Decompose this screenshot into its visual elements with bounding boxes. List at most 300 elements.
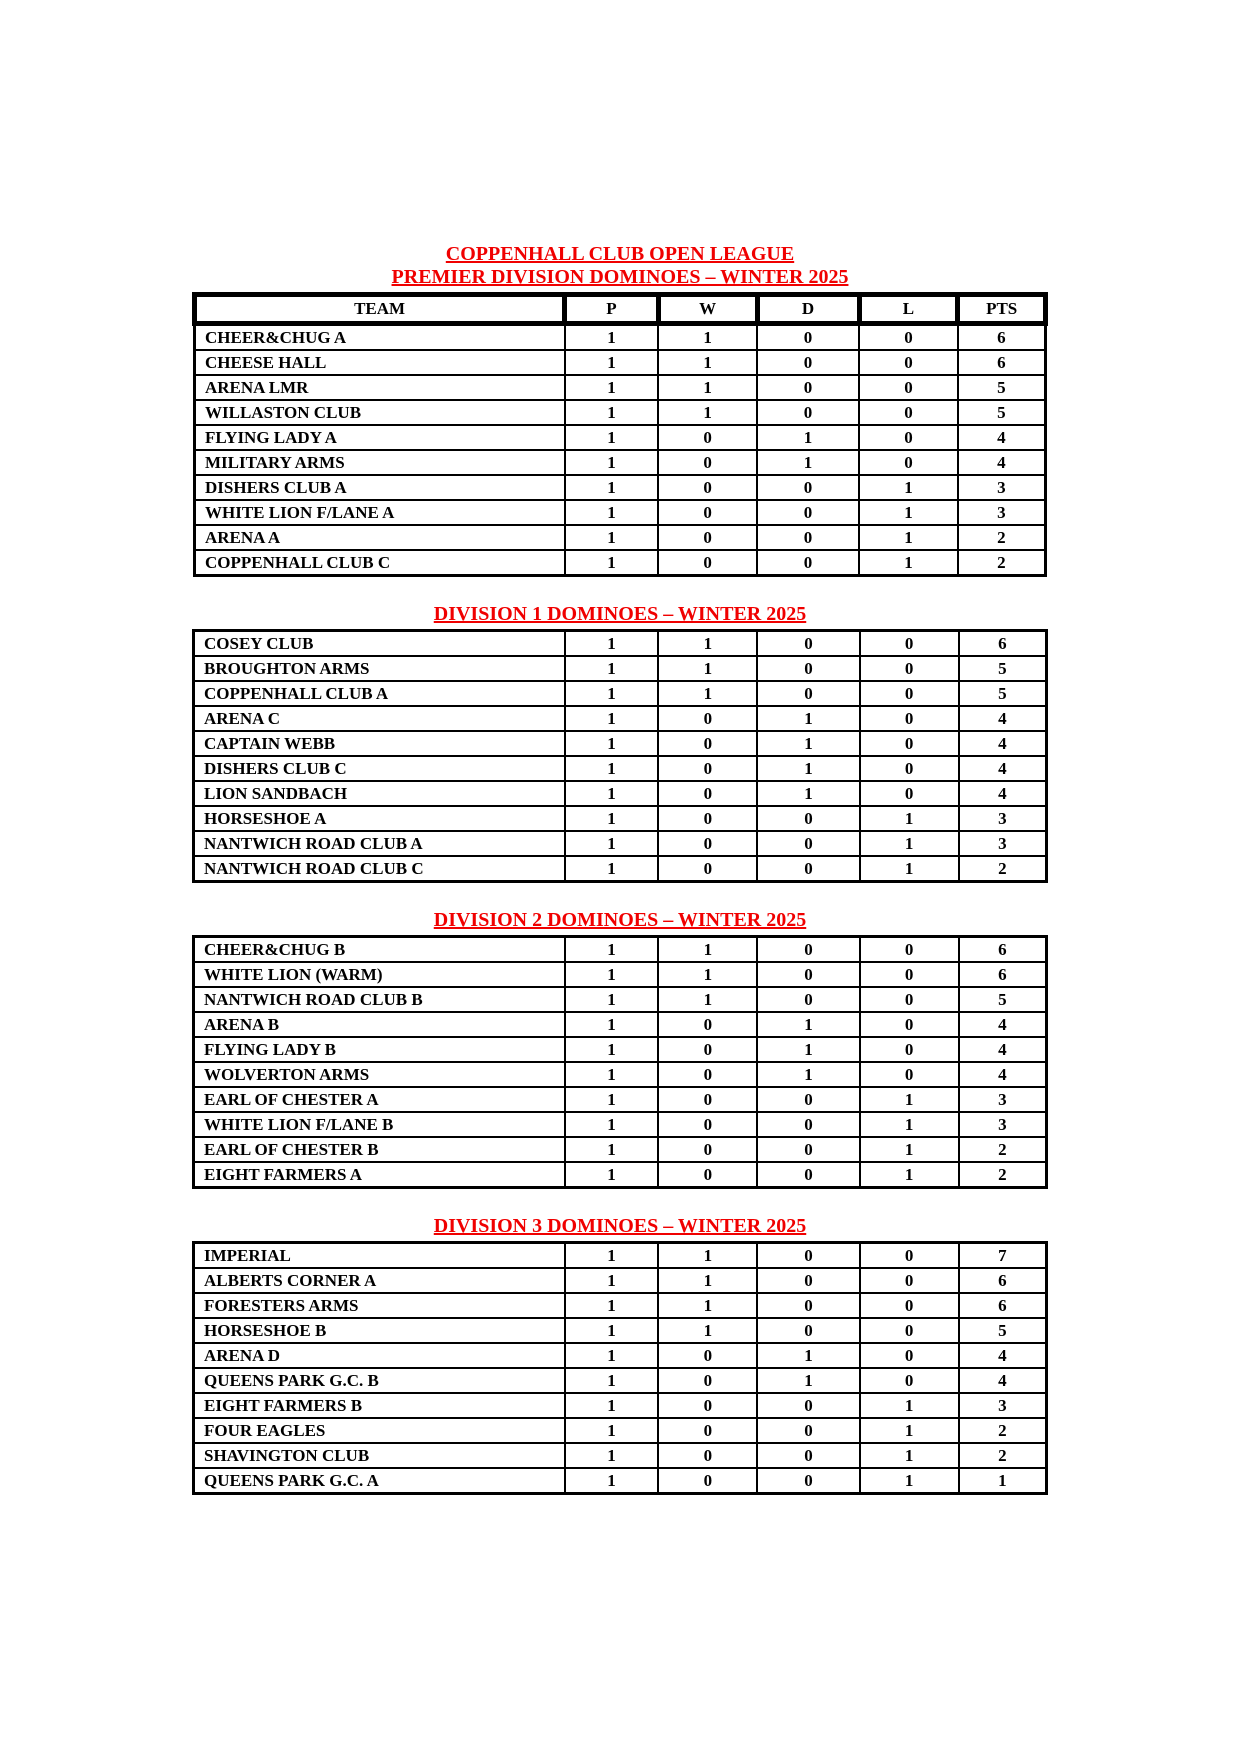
division-1-title: DIVISION 1 DOMINOES – WINTER 2025	[433, 603, 807, 625]
lost-cell: 1	[860, 1087, 959, 1112]
lost-cell: 1	[859, 500, 958, 525]
lost-cell: 0	[860, 1037, 959, 1062]
team-name-cell: DISHERS CLUB A	[195, 475, 565, 500]
team-name-cell: WHITE LION F/LANE A	[195, 500, 565, 525]
premier-division-table	[192, 292, 1048, 577]
table-row	[194, 731, 1047, 756]
team-name-cell: LION SANDBACH	[194, 781, 565, 806]
team-name-cell: ARENA D	[194, 1343, 565, 1368]
team-name-cell: NANTWICH ROAD CLUB C	[194, 856, 565, 882]
won-cell: 0	[658, 1012, 757, 1037]
points-cell: 4	[959, 731, 1047, 756]
team-name-cell: DISHERS CLUB C	[194, 756, 565, 781]
won-cell: 1	[658, 962, 757, 987]
won-cell: 0	[658, 550, 757, 576]
drawn-cell: 1	[757, 425, 859, 450]
table-row	[194, 1293, 1047, 1318]
lost-cell: 0	[860, 1293, 959, 1318]
lost-cell: 0	[859, 350, 958, 375]
drawn-cell: 1	[757, 731, 859, 756]
played-cell: 1	[565, 756, 659, 781]
played-cell: 1	[565, 1112, 659, 1137]
team-name-cell: ARENA C	[194, 706, 565, 731]
played-cell: 1	[565, 631, 659, 657]
team-name-cell: ARENA LMR	[195, 375, 565, 400]
drawn-cell: 0	[757, 1268, 859, 1293]
drawn-cell: 0	[757, 987, 859, 1012]
drawn-cell: 0	[757, 831, 859, 856]
drawn-cell: 0	[757, 375, 859, 400]
team-column-header: TEAM	[195, 295, 565, 324]
won-cell: 0	[658, 1062, 757, 1087]
played-cell: 1	[565, 500, 659, 525]
table-row	[194, 856, 1047, 882]
document-content	[192, 243, 1048, 1495]
points-cell: 2	[959, 1162, 1047, 1188]
points-cell: 2	[958, 525, 1046, 550]
played-cell: 1	[565, 425, 659, 450]
won-cell: 1	[658, 987, 757, 1012]
team-name-cell: FLYING LADY B	[194, 1037, 565, 1062]
won-cell: 0	[658, 1087, 757, 1112]
table-row	[194, 756, 1047, 781]
lost-cell: 1	[860, 1418, 959, 1443]
points-cell: 3	[959, 1087, 1047, 1112]
points-cell: 7	[959, 1243, 1047, 1269]
table-row	[194, 1268, 1047, 1293]
team-name-cell: CHEER&CHUG A	[195, 324, 565, 351]
drawn-cell: 0	[757, 1137, 859, 1162]
table-row	[194, 1368, 1047, 1393]
played-cell: 1	[565, 681, 659, 706]
division-3-title: DIVISION 3 DOMINOES – WINTER 2025	[433, 1215, 807, 1237]
points-cell: 4	[959, 1343, 1047, 1368]
points-cell: 5	[959, 656, 1047, 681]
lost-cell: 0	[860, 1343, 959, 1368]
played-cell: 1	[565, 1318, 659, 1343]
table-row	[194, 1418, 1047, 1443]
played-cell: 1	[565, 475, 659, 500]
division-3-table	[192, 1241, 1048, 1495]
table-row	[194, 1012, 1047, 1037]
lost-cell: 0	[860, 681, 959, 706]
played-cell: 1	[565, 1268, 659, 1293]
won-cell: 0	[658, 831, 757, 856]
table-row	[195, 350, 1046, 375]
drawn-cell: 0	[757, 550, 859, 576]
won-cell: 0	[658, 1343, 757, 1368]
played-cell: 1	[565, 962, 659, 987]
won-cell: 1	[658, 1293, 757, 1318]
won-cell: 0	[658, 1037, 757, 1062]
played-cell: 1	[565, 1162, 659, 1188]
premier-division-title: PREMIER DIVISION DOMINOES – WINTER 2025	[391, 266, 849, 288]
table-row	[194, 1037, 1047, 1062]
points-cell: 3	[959, 806, 1047, 831]
won-cell: 1	[658, 631, 757, 657]
played-cell: 1	[565, 1062, 659, 1087]
won-cell: 1	[658, 324, 757, 351]
lost-cell: 0	[860, 962, 959, 987]
points-cell: 5	[959, 681, 1047, 706]
lost-cell: 0	[859, 450, 958, 475]
won-cell: 1	[658, 937, 757, 963]
division-1-table	[192, 629, 1048, 883]
table-row	[194, 1087, 1047, 1112]
team-name-cell: COPPENHALL CLUB C	[195, 550, 565, 576]
drawn-cell: 0	[757, 324, 859, 351]
played-cell: 1	[565, 1087, 659, 1112]
played-cell: 1	[565, 1037, 659, 1062]
table-row	[195, 525, 1046, 550]
points-cell: 4	[959, 1012, 1047, 1037]
won-cell: 0	[658, 500, 757, 525]
table-row	[194, 1137, 1047, 1162]
team-name-cell: ARENA B	[194, 1012, 565, 1037]
team-name-cell: NANTWICH ROAD CLUB B	[194, 987, 565, 1012]
division-2-title: DIVISION 2 DOMINOES – WINTER 2025	[433, 909, 807, 931]
drawn-cell: 0	[757, 1162, 859, 1188]
won-cell: 0	[658, 525, 757, 550]
team-name-cell: FORESTERS ARMS	[194, 1293, 565, 1318]
team-name-cell: QUEENS PARK G.C. B	[194, 1368, 565, 1393]
drawn-cell: 0	[757, 656, 859, 681]
played-cell: 1	[565, 806, 659, 831]
played-cell: 1	[565, 1418, 659, 1443]
played-cell: 1	[565, 937, 659, 963]
drawn-cell: 0	[757, 806, 859, 831]
table-row	[195, 500, 1046, 525]
table-row	[194, 681, 1047, 706]
table-row	[195, 400, 1046, 425]
played-cell: 1	[565, 856, 659, 882]
won-cell: 1	[658, 375, 757, 400]
played-cell: 1	[565, 1468, 659, 1494]
lost-cell: 1	[860, 1112, 959, 1137]
division-2-table	[192, 935, 1048, 1189]
team-name-cell: EIGHT FARMERS B	[194, 1393, 565, 1418]
lost-cell: 0	[860, 1318, 959, 1343]
played-cell: 1	[565, 1243, 659, 1269]
won-cell: 0	[658, 1393, 757, 1418]
points-cell: 6	[958, 350, 1046, 375]
team-name-cell: HORSESHOE B	[194, 1318, 565, 1343]
lost-cell: 1	[860, 806, 959, 831]
won-cell: 0	[658, 1162, 757, 1188]
lost-cell: 1	[860, 1443, 959, 1468]
points-cell: 3	[959, 1112, 1047, 1137]
table-row	[194, 1393, 1047, 1418]
league-main-title: COPPENHALL CLUB OPEN LEAGUE	[445, 243, 795, 265]
team-name-cell: WOLVERTON ARMS	[194, 1062, 565, 1087]
played-cell: 1	[565, 731, 659, 756]
table-row	[194, 1112, 1047, 1137]
table-header-row	[195, 295, 1046, 324]
played-cell: 1	[565, 450, 659, 475]
played-cell: 1	[565, 1443, 659, 1468]
won-cell: 0	[658, 706, 757, 731]
won-cell: 0	[658, 1112, 757, 1137]
won-cell: 0	[658, 781, 757, 806]
won-cell: 0	[658, 806, 757, 831]
points-cell: 1	[959, 1468, 1047, 1494]
table-row	[194, 831, 1047, 856]
points-cell: 5	[959, 1318, 1047, 1343]
section-premier-division	[192, 243, 1048, 577]
won-cell: 0	[658, 856, 757, 882]
drawn-cell: 1	[757, 1012, 859, 1037]
team-name-cell: IMPERIAL	[194, 1243, 565, 1269]
drawn-cell: 1	[757, 450, 859, 475]
table-row	[195, 375, 1046, 400]
played-cell: 1	[565, 1343, 659, 1368]
drawn-cell: 1	[757, 706, 859, 731]
points-cell: 5	[958, 400, 1046, 425]
lost-cell: 1	[860, 856, 959, 882]
table-row	[195, 475, 1046, 500]
lost-cell: 1	[859, 550, 958, 576]
won-cell: 0	[658, 756, 757, 781]
team-name-cell: CHEESE HALL	[195, 350, 565, 375]
team-name-cell: WILLASTON CLUB	[195, 400, 565, 425]
team-name-cell: CAPTAIN WEBB	[194, 731, 565, 756]
lost-cell: 0	[860, 987, 959, 1012]
team-name-cell: HORSESHOE A	[194, 806, 565, 831]
drawn-cell: 0	[757, 1443, 859, 1468]
won-cell: 1	[658, 681, 757, 706]
points-cell: 6	[959, 937, 1047, 963]
played-cell: 1	[565, 1368, 659, 1393]
drawn-cell: 0	[757, 856, 859, 882]
points-cell: 2	[959, 1137, 1047, 1162]
drawn-cell: 0	[757, 400, 859, 425]
drawn-cell: 0	[757, 1393, 859, 1418]
drawn-cell: 0	[757, 1087, 859, 1112]
lost-cell: 0	[859, 324, 958, 351]
drawn-cell: 0	[757, 350, 859, 375]
lost-cell: 0	[860, 1062, 959, 1087]
points-cell: 6	[959, 1293, 1047, 1318]
lost-cell: 1	[860, 1393, 959, 1418]
drawn-column-header: D	[757, 295, 859, 324]
team-name-cell: FOUR EAGLES	[194, 1418, 565, 1443]
table-row	[194, 1243, 1047, 1269]
points-cell: 4	[958, 450, 1046, 475]
played-cell: 1	[565, 324, 659, 351]
table-row	[194, 1343, 1047, 1368]
lost-cell: 0	[860, 1243, 959, 1269]
won-cell: 1	[658, 1268, 757, 1293]
team-name-cell: WHITE LION (WARM)	[194, 962, 565, 987]
table-row	[194, 781, 1047, 806]
played-cell: 1	[565, 1137, 659, 1162]
won-cell: 0	[658, 425, 757, 450]
table-row	[195, 324, 1046, 351]
drawn-cell: 1	[757, 1343, 859, 1368]
lost-cell: 0	[860, 781, 959, 806]
table-row	[195, 450, 1046, 475]
played-cell: 1	[565, 525, 659, 550]
drawn-cell: 1	[757, 1037, 859, 1062]
lost-cell: 1	[860, 1137, 959, 1162]
points-cell: 5	[959, 987, 1047, 1012]
played-cell: 1	[565, 375, 659, 400]
table-row	[194, 806, 1047, 831]
points-cell: 6	[958, 324, 1046, 351]
lost-cell: 0	[860, 631, 959, 657]
drawn-cell: 0	[757, 1418, 859, 1443]
team-name-cell: QUEENS PARK G.C. A	[194, 1468, 565, 1494]
team-name-cell: COSEY CLUB	[194, 631, 565, 657]
lost-cell: 0	[859, 425, 958, 450]
played-cell: 1	[565, 1293, 659, 1318]
drawn-cell: 1	[757, 756, 859, 781]
drawn-cell: 1	[757, 781, 859, 806]
team-name-cell: MILITARY ARMS	[195, 450, 565, 475]
won-cell: 1	[658, 400, 757, 425]
lost-cell: 0	[860, 731, 959, 756]
played-cell: 1	[565, 781, 659, 806]
won-cell: 1	[658, 350, 757, 375]
played-cell: 1	[565, 987, 659, 1012]
points-cell: 2	[959, 1418, 1047, 1443]
drawn-cell: 0	[757, 962, 859, 987]
section-division-3	[192, 1215, 1048, 1495]
lost-cell: 1	[859, 525, 958, 550]
lost-cell: 0	[860, 1012, 959, 1037]
drawn-cell: 0	[757, 525, 859, 550]
points-cell: 5	[958, 375, 1046, 400]
table-row	[194, 1162, 1047, 1188]
points-cell: 4	[959, 706, 1047, 731]
played-cell: 1	[565, 656, 659, 681]
table-row	[194, 656, 1047, 681]
lost-cell: 0	[860, 656, 959, 681]
points-column-header: PTS	[958, 295, 1046, 324]
won-cell: 0	[658, 450, 757, 475]
played-cell: 1	[565, 550, 659, 576]
won-cell: 0	[658, 1368, 757, 1393]
played-cell: 1	[565, 350, 659, 375]
lost-cell: 0	[860, 1268, 959, 1293]
won-column-header: W	[658, 295, 757, 324]
played-column-header: P	[565, 295, 659, 324]
team-name-cell: ARENA A	[195, 525, 565, 550]
points-cell: 6	[959, 631, 1047, 657]
lost-cell: 1	[859, 475, 958, 500]
team-name-cell: WHITE LION F/LANE B	[194, 1112, 565, 1137]
team-name-cell: SHAVINGTON CLUB	[194, 1443, 565, 1468]
points-cell: 2	[959, 856, 1047, 882]
lost-cell: 1	[860, 1162, 959, 1188]
played-cell: 1	[565, 706, 659, 731]
table-row	[194, 987, 1047, 1012]
lost-cell: 0	[860, 937, 959, 963]
points-cell: 2	[958, 550, 1046, 576]
points-cell: 4	[959, 1062, 1047, 1087]
drawn-cell: 1	[757, 1368, 859, 1393]
drawn-cell: 0	[757, 937, 859, 963]
points-cell: 4	[959, 1037, 1047, 1062]
table-row	[194, 1468, 1047, 1494]
table-row	[194, 937, 1047, 963]
points-cell: 3	[959, 831, 1047, 856]
drawn-cell: 0	[757, 1318, 859, 1343]
won-cell: 0	[658, 1443, 757, 1468]
won-cell: 0	[658, 1418, 757, 1443]
team-name-cell: CHEER&CHUG B	[194, 937, 565, 963]
played-cell: 1	[565, 831, 659, 856]
won-cell: 1	[658, 1318, 757, 1343]
won-cell: 0	[658, 731, 757, 756]
lost-cell: 0	[859, 400, 958, 425]
lost-column-header: L	[859, 295, 958, 324]
played-cell: 1	[565, 400, 659, 425]
drawn-cell: 1	[757, 1062, 859, 1087]
drawn-cell: 0	[757, 500, 859, 525]
table-row	[195, 425, 1046, 450]
points-cell: 2	[959, 1443, 1047, 1468]
lost-cell: 0	[859, 375, 958, 400]
table-row	[195, 550, 1046, 576]
played-cell: 1	[565, 1393, 659, 1418]
table-row	[194, 706, 1047, 731]
team-name-cell: EARL OF CHESTER A	[194, 1087, 565, 1112]
lost-cell: 0	[860, 1368, 959, 1393]
team-name-cell: COPPENHALL CLUB A	[194, 681, 565, 706]
drawn-cell: 0	[757, 631, 859, 657]
drawn-cell: 0	[757, 1293, 859, 1318]
drawn-cell: 0	[757, 1243, 859, 1269]
table-row	[194, 631, 1047, 657]
table-row	[194, 962, 1047, 987]
points-cell: 4	[959, 1368, 1047, 1393]
team-name-cell: EIGHT FARMERS A	[194, 1162, 565, 1188]
points-cell: 6	[959, 962, 1047, 987]
team-name-cell: BROUGHTON ARMS	[194, 656, 565, 681]
table-row	[194, 1062, 1047, 1087]
points-cell: 4	[959, 781, 1047, 806]
points-cell: 3	[958, 500, 1046, 525]
table-row	[194, 1318, 1047, 1343]
points-cell: 6	[959, 1268, 1047, 1293]
points-cell: 3	[958, 475, 1046, 500]
lost-cell: 1	[860, 1468, 959, 1494]
won-cell: 0	[658, 1468, 757, 1494]
team-name-cell: FLYING LADY A	[195, 425, 565, 450]
won-cell: 0	[658, 475, 757, 500]
drawn-cell: 0	[757, 681, 859, 706]
drawn-cell: 0	[757, 1112, 859, 1137]
points-cell: 4	[959, 756, 1047, 781]
won-cell: 1	[658, 1243, 757, 1269]
won-cell: 0	[658, 1137, 757, 1162]
team-name-cell: NANTWICH ROAD CLUB A	[194, 831, 565, 856]
points-cell: 4	[958, 425, 1046, 450]
points-cell: 3	[959, 1393, 1047, 1418]
lost-cell: 0	[860, 756, 959, 781]
team-name-cell: EARL OF CHESTER B	[194, 1137, 565, 1162]
section-division-2	[192, 909, 1048, 1189]
lost-cell: 0	[860, 706, 959, 731]
team-name-cell: ALBERTS CORNER A	[194, 1268, 565, 1293]
played-cell: 1	[565, 1012, 659, 1037]
section-division-1	[192, 603, 1048, 883]
drawn-cell: 0	[757, 1468, 859, 1494]
table-row	[194, 1443, 1047, 1468]
won-cell: 1	[658, 656, 757, 681]
drawn-cell: 0	[757, 475, 859, 500]
